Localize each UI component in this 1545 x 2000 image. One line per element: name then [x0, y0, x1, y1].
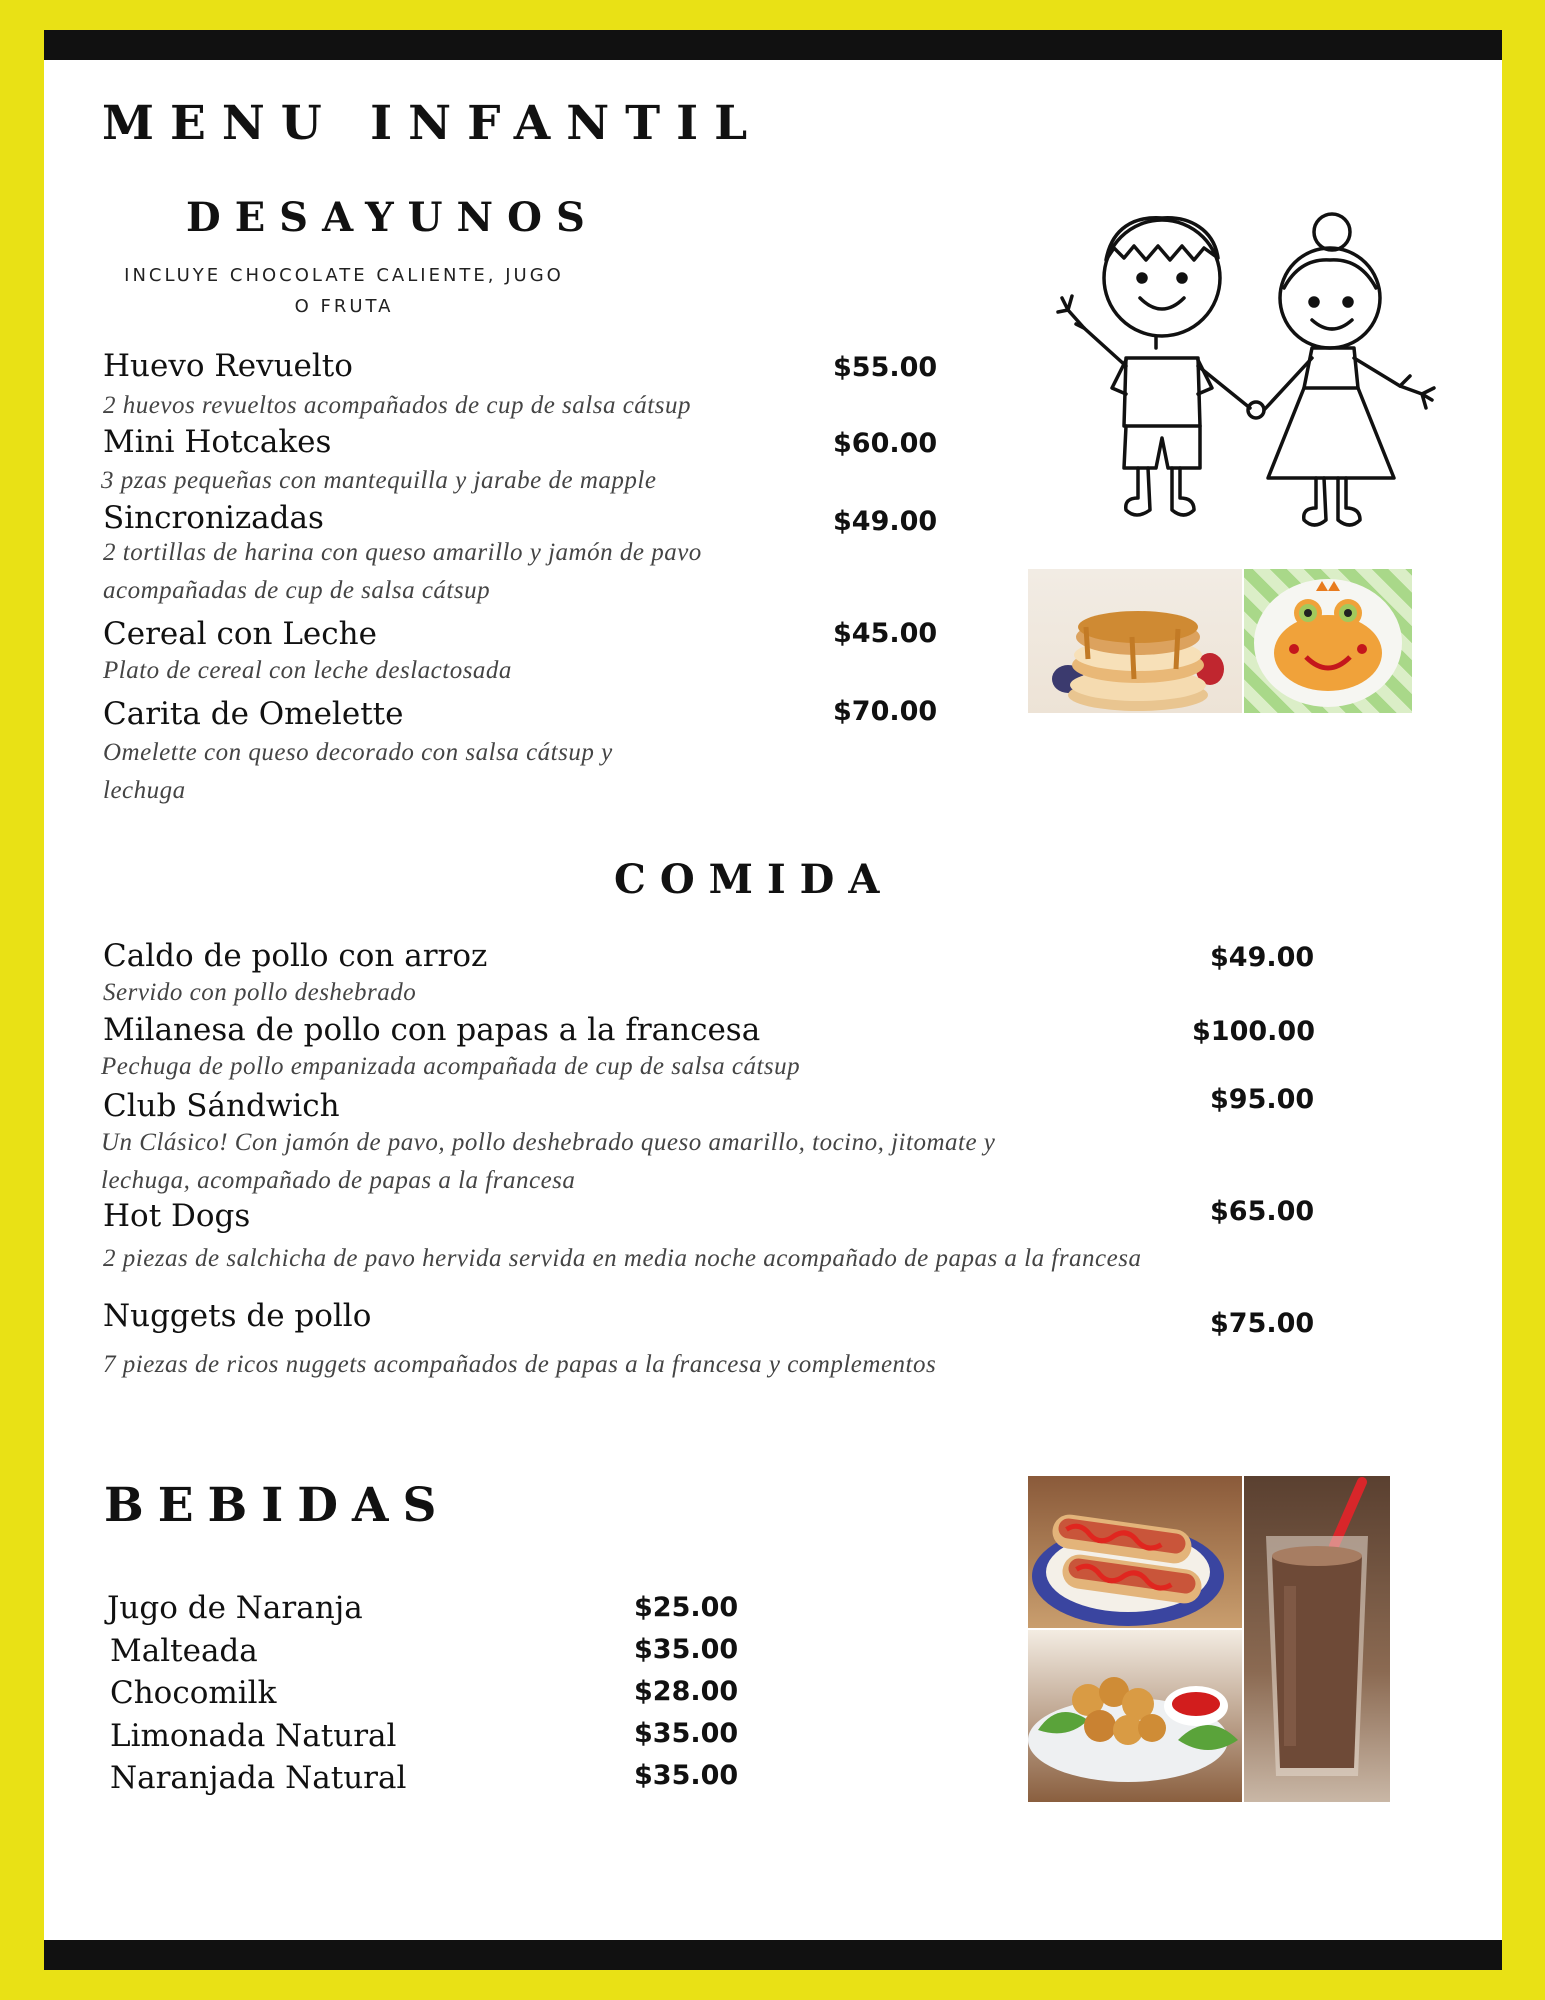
- menu-item-price: $49.00: [1210, 942, 1315, 973]
- menu-item-name: Mini Hotcakes: [103, 424, 332, 460]
- menu-item-name: Hot Dogs: [103, 1198, 251, 1234]
- drink-name: Malteada: [110, 1633, 258, 1669]
- drink-price: $35.00: [634, 1718, 739, 1749]
- menu-item-price: $49.00: [833, 506, 938, 537]
- menu-item-name: Club Sándwich: [103, 1088, 340, 1124]
- drink-price: $28.00: [634, 1676, 739, 1707]
- drink-price: $25.00: [634, 1592, 739, 1623]
- bottom-bar: [44, 1940, 1502, 1970]
- menu-item-desc: Plato de cereal con leche deslactosada: [103, 657, 512, 684]
- menu-item-price: $70.00: [833, 696, 938, 727]
- menu-item-desc: 3 pzas pequeñas con mantequilla y jarabe de mapple: [101, 467, 657, 494]
- hot-dogs-photo: [1028, 1476, 1242, 1628]
- menu-item-desc: 2 tortillas de harina con queso amarillo y jamón de pavo acompañadas de cup de salsa cátsup: [103, 539, 702, 604]
- section-title-desayunos: DESAYUNOS: [186, 194, 599, 241]
- menu-page: [44, 30, 1502, 1970]
- drink-name: Limonada Natural: [110, 1718, 397, 1754]
- menu-item-name: Cereal con Leche: [103, 616, 377, 652]
- nuggets-photo: [1028, 1630, 1242, 1802]
- drink-name: Jugo de Naranja: [107, 1590, 363, 1626]
- menu-title: MENU INFANTIL: [102, 96, 764, 151]
- frog-omelette-photo: [1244, 569, 1412, 713]
- menu-item-price: $95.00: [1210, 1084, 1315, 1115]
- menu-item-desc: 2 piezas de salchicha de pavo hervida servida en media noche acompañado de papas a la francesa: [103, 1245, 1142, 1272]
- menu-item-name: Milanesa de pollo con papas a la francesa: [103, 1012, 761, 1048]
- drink-name: Chocomilk: [110, 1675, 277, 1711]
- menu-item-name: Caldo de pollo con arroz: [103, 938, 488, 974]
- menu-item-price: $75.00: [1210, 1308, 1315, 1339]
- menu-item-price: $55.00: [833, 352, 938, 383]
- drink-price: $35.00: [634, 1760, 739, 1791]
- section-title-comida: COMIDA: [614, 856, 894, 903]
- menu-item-price: $100.00: [1192, 1016, 1315, 1047]
- menu-item-name: Huevo Revuelto: [103, 348, 353, 384]
- desayunos-tagline: INCLUYE CHOCOLATE CALIENTE, JUGO O FRUTA: [124, 265, 564, 317]
- menu-item-name: Sincronizadas: [103, 500, 324, 536]
- menu-item-desc: 2 huevos revueltos acompañados de cup de salsa cátsup: [103, 392, 691, 419]
- section-title-bebidas: BEBIDAS: [104, 1478, 451, 1533]
- menu-item-desc: Servido con pollo deshebrado: [103, 979, 417, 1006]
- chocolate-shake-photo: [1244, 1476, 1390, 1802]
- menu-item-desc: Omelette con queso decorado con salsa cátsup y lechuga: [103, 739, 613, 804]
- menu-item-desc: Un Clásico! Con jamón de pavo, pollo deshebrado queso amarillo, tocino, jitomate y lechuga, acompañado de papas a la francesa: [101, 1129, 996, 1194]
- kids-holding-hands-icon: [1054, 198, 1454, 538]
- menu-item-price: $65.00: [1210, 1196, 1315, 1227]
- menu-item-desc: Pechuga de pollo empanizada acompañada de cup de salsa cátsup: [101, 1053, 801, 1080]
- menu-item-name: Nuggets de pollo: [103, 1298, 372, 1334]
- menu-item-price: $60.00: [833, 428, 938, 459]
- top-bar: [44, 30, 1502, 60]
- menu-item-name: Carita de Omelette: [103, 696, 404, 732]
- hotcakes-photo: [1028, 569, 1242, 713]
- menu-item-price: $45.00: [833, 618, 938, 649]
- drink-price: $35.00: [634, 1634, 739, 1665]
- drink-name: Naranjada Natural: [110, 1760, 407, 1796]
- menu-item-desc: 7 piezas de ricos nuggets acompañados de papas a la francesa y complementos: [103, 1351, 937, 1378]
